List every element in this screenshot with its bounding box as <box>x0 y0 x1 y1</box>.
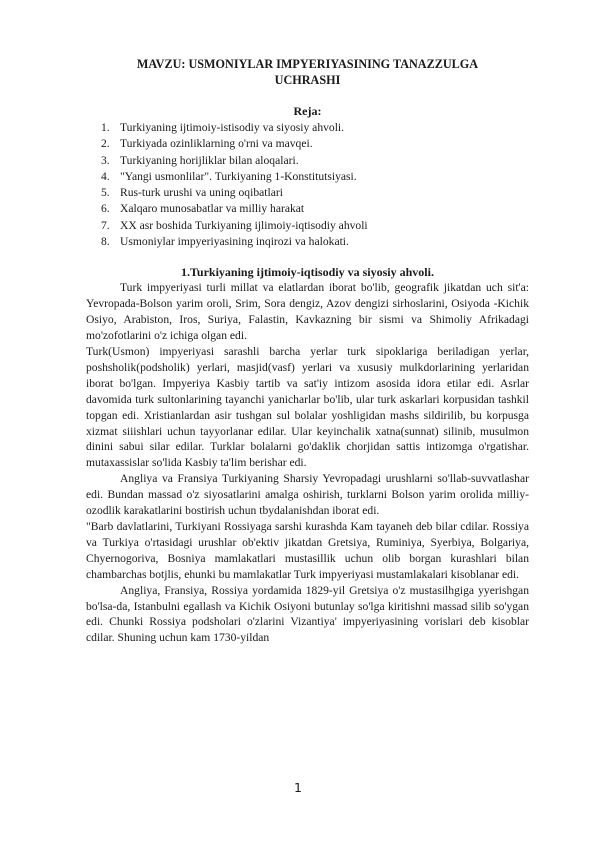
document-page <box>86 56 529 646</box>
plan-item <box>86 234 529 250</box>
plan-item-text: Turkiyaning horijliklar bilan aloqalari. <box>120 153 299 167</box>
plan-item-text: Usmoniylar impyeriyasining inqirozi va halokati. <box>120 235 349 249</box>
plan-item-number: 8. <box>101 235 110 249</box>
body-paragraph: Angliya va Fransiya Turkiyaning Sharsiy Yevropadagi urushlarni so'llab-suvvatlashar edi. Bundan massad o'z siyosatlarini amalga oshirish, turklarni Bolson yarim orolida milliy-ozodlik karakatlarini bostirish uchun tbydalanishdan iborat edi. <box>86 472 529 518</box>
plan-item-number: 2. <box>101 137 110 151</box>
plan-item-text: "Yangi usmonlilar". Turkiyaning 1-Konstitutsiyasi. <box>120 169 357 183</box>
plan-item-number: 4. <box>101 169 110 183</box>
plan-item-text: Xalqaro munosabatlar va milliy harakat <box>120 202 305 216</box>
plan-item-number: 7. <box>101 218 110 232</box>
plan-item <box>86 169 529 185</box>
plan-item-text: Turkiyada ozinliklarning o'rni va mavqei. <box>120 137 313 151</box>
plan-item-number: 5. <box>101 186 110 200</box>
plan-list <box>86 120 529 250</box>
plan-item-number: 6. <box>101 202 110 216</box>
plan-item <box>86 153 529 169</box>
plan-item <box>86 120 529 136</box>
plan-item-text: Turkiyaning ijtimoiy-istisodiy va siyosiy ahvoli. <box>120 121 345 134</box>
section-heading: 1.Turkiyaning ijtimoiy-iqtisodiy va siyosiy ahvoli. <box>181 265 434 280</box>
body-paragraph: Turk impyeriyasi turli millat va elatlardan iborat bo'lib, geografik jikatdan uch sit'a: Yevropada-Bolson yarim oroli, Srim, Sora dengiz, Azov dengizi sirhoslarini, Osiyoda -Kichik Osiyo, Arabiston, Iros, Suriya, Falastin, Kavkazning bir sismi va Shimoliy Afrikadagi mo'zofotlarini o'z ichiga olgan edi. <box>86 281 529 343</box>
plan-item <box>86 185 529 201</box>
body-paragraph: Turk(Usmon) impyeriyasi sarashli barcha yerlar turk sipoklariga beriladigan yerlar, poshsholik(podsholik) yerlari, masjid(vasf) yerlari va xususiy mulkdorlarining yerlaridan iborat bo'lgan. Impyeriya Kasbiy tartib va sat'iy intizom asosida idora etilar edi. Asrlar davomida turk sultonlarining tayanchi yanicharlar bo'lib, ular turk askarlari korpusidan tashkil topgan edi. Xristianlardan asir tushgan sul bolalar yoshligidan mashs sildirilib, bu korpusga xizmat siiishlari uchun tayyorlanar edilar. Ular keyinchalik xatna(sunnat) silinib, musulmon dinini sabui silar edilar. Turklar bolalarni go'daklik chorjidan sattis intizomga o'rgatishar. mutaxassislar so'lida Kasbiy ta'lim berishar edi. <box>86 345 529 470</box>
plan-item <box>86 201 529 217</box>
body-paragraph: Angliya, Fransiya, Rossiya yordamida 1829-yil Gretsiya o'z mustasilhgiga yyerishgan bo'lsa-da, Istanbulni egallash va Kichik Osiyoni butunlay so'lga kiritishni massad silib so'ygan edi. Chunki Rossiya podsholari o'zlarini Vizantiya' impyeriyasining vorislari deb kisoblar cdilar. Shuning uchun kam 1730-yildan <box>86 583 529 645</box>
plan-item-number: 3. <box>101 153 110 167</box>
page-number: 1 <box>294 780 302 795</box>
plan-item-text: XX asr boshida Turkiyaning ijlimoiy-iqtisodiy ahvoli <box>120 218 368 232</box>
plan-heading: Reja: <box>293 104 322 118</box>
plan-item-number: 1. <box>101 121 110 134</box>
plan-item-text: Rus-turk urushi va uning oqibatlari <box>120 186 283 200</box>
document-title: MAVZU: USMONIYLAR IMPYERIYASINING TANAZZULGA UCHRASHI <box>136 57 479 87</box>
body-paragraph: "Barb davlatlarini, Turkiyani Rossiyaga sarshi kurashda Kam tayaneh deb bilar cdilar. Rossiya va Turkiya o'rtasidagi urushlar ob'ektiv jikatdan Gretsiya, Ruminiya, Syerbiya, Bolgariya, Chyernogoriva, Bosniya mamlakatlari mustasillik uchun olib borgan kurashlari bilan chambarchas botjlis, ehunki bu mamlakatlar Turk impyeriyasi mustamlakalari kisoblanar edi. <box>86 519 529 581</box>
plan-item <box>86 136 529 152</box>
plan-item <box>86 218 529 234</box>
